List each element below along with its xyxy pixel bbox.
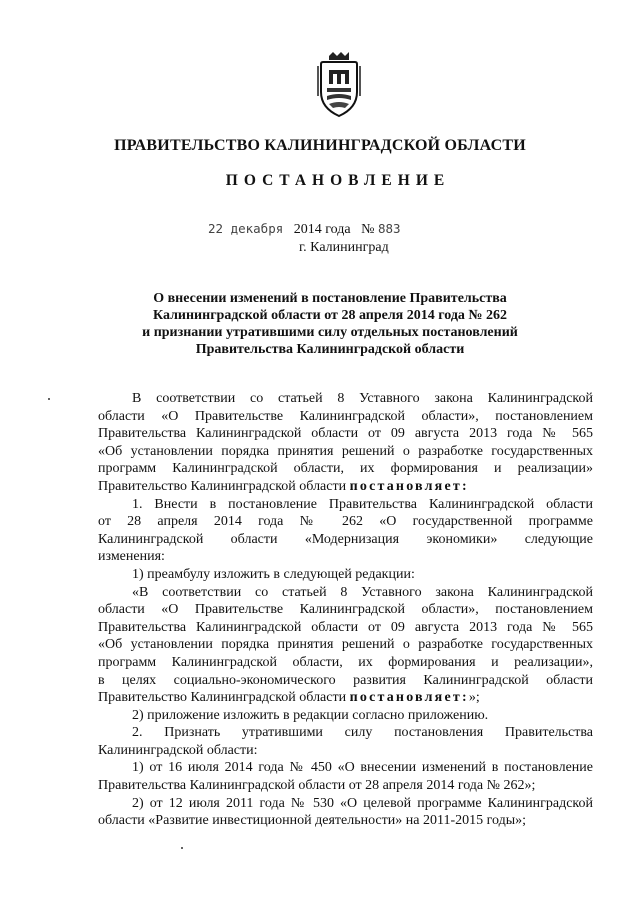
body-line-text: Правительство Калининградской области (98, 690, 347, 706)
body-line-text: Правительство Калининградской области (98, 478, 347, 494)
date-number-line (208, 221, 401, 238)
document-type: ПОСТАНОВЛЕНИЕ (225, 172, 451, 189)
body-line (98, 425, 593, 443)
title-line: и признании утратившими силу отдельных постановлений (142, 325, 518, 340)
body-line-tail: »; (468, 690, 480, 706)
organization-name: ПРАВИТЕЛЬСТВО КАЛИНИНГРАДСКОЙ ОБЛАСТИ (114, 137, 526, 154)
title-line: Правительства Калининградской области (195, 342, 465, 357)
body-line (98, 636, 593, 654)
body-line (98, 478, 593, 496)
body-line-text: 2) приложение изложить в редакции согласно приложению. (132, 707, 489, 723)
body-line (98, 460, 593, 478)
body-line-text: Калининградской области: (98, 742, 258, 758)
body-line-text: Правительства Калининградской области от 28 апреля 2014 года № 262»; (98, 778, 536, 794)
body-line (98, 408, 593, 426)
body-line (98, 742, 593, 760)
body-line (98, 513, 593, 531)
body-line-text: в целях социально-экономического развития Калининградской области (98, 672, 593, 688)
body-line (98, 584, 593, 602)
handwritten-number: 883 (377, 221, 401, 236)
coat-of-arms-emblem (315, 52, 363, 118)
body-line-text: области «О Правительстве Калининградской области», постановлением (98, 408, 593, 424)
body-line-text: В соответствии со статьей 8 Уставного закона Калининградской (132, 391, 593, 406)
body-line-text: программ Калининградской области, их формирования и реализации» (98, 461, 593, 477)
body-line (98, 601, 593, 619)
body-line-text: 2) от 12 июля 2011 года № 530 «О целевой программе Калининградской (132, 795, 593, 811)
body-line (98, 795, 593, 813)
body-line (98, 759, 593, 777)
body-line-text: от 28 апреля 2014 года № 262 «О государственной программе (98, 514, 593, 530)
body-line-text: Калининградской области «Модернизация экономики» следующие (98, 531, 593, 547)
body-line-text: 1. Внести в постановление Правительства Калининградской области (132, 496, 593, 512)
body-line (98, 654, 593, 672)
body-line-text: программ Калининградской области, их формирования и реализации», (98, 654, 593, 670)
body-line (98, 777, 593, 795)
body-line-text: области «Развитие инвестиционной деятельности» на 2011-2015 годы»; (98, 813, 527, 829)
body-line (98, 548, 593, 566)
body-line (98, 390, 593, 408)
year-text: 2014 года (293, 222, 351, 237)
body-line (98, 724, 593, 742)
body-line-text: 1) от 16 июля 2014 года № 450 «О внесении изменений в постановление (132, 760, 593, 776)
body-line (98, 443, 593, 461)
body-line (98, 672, 593, 690)
title-line: Калининградской области от 28 апреля 2014 года № 262 (152, 308, 508, 323)
body-line (98, 496, 593, 514)
body-line-text: изменения: (98, 549, 165, 565)
number-sign: № (361, 222, 375, 237)
body-line-text: 2. Признать утратившими силу постановления Правительства (132, 725, 593, 741)
body-line (98, 619, 593, 637)
body-line (98, 689, 593, 707)
city-name: г. Калининград (299, 240, 389, 255)
body-line (98, 566, 593, 584)
body-line (98, 812, 593, 830)
document-body (98, 390, 593, 830)
body-line-text: «В соответствии со статьей 8 Уставного закона Калининградской (132, 584, 593, 600)
decree-keyword: постановляет: (349, 478, 469, 494)
scan-speck (48, 398, 50, 400)
body-line-text: Правительства Калининградской области от 09 августа 2013 года № 565 (98, 619, 593, 635)
body-line-text: «Об установлении порядка принятия решений о разработке государственных (98, 637, 593, 653)
body-line-text: 1) преамбулу изложить в следующей редакции: (132, 566, 415, 582)
body-line-text: области «О Правительстве Калининградской области», постановлением (98, 602, 593, 618)
decree-keyword: постановляет: (349, 690, 469, 706)
title-line: О внесении изменений в постановление Правительства (153, 291, 507, 306)
body-line-text: Правительства Калининградской области от 09 августа 2013 года № 565 (98, 426, 593, 442)
scan-speck (181, 847, 183, 849)
body-line-text: «Об установлении порядка принятия решений о разработке государственных (98, 443, 593, 459)
body-line (98, 531, 593, 549)
handwritten-date: 22 декабря (208, 221, 284, 236)
body-line (98, 707, 593, 725)
document-title (100, 290, 560, 358)
